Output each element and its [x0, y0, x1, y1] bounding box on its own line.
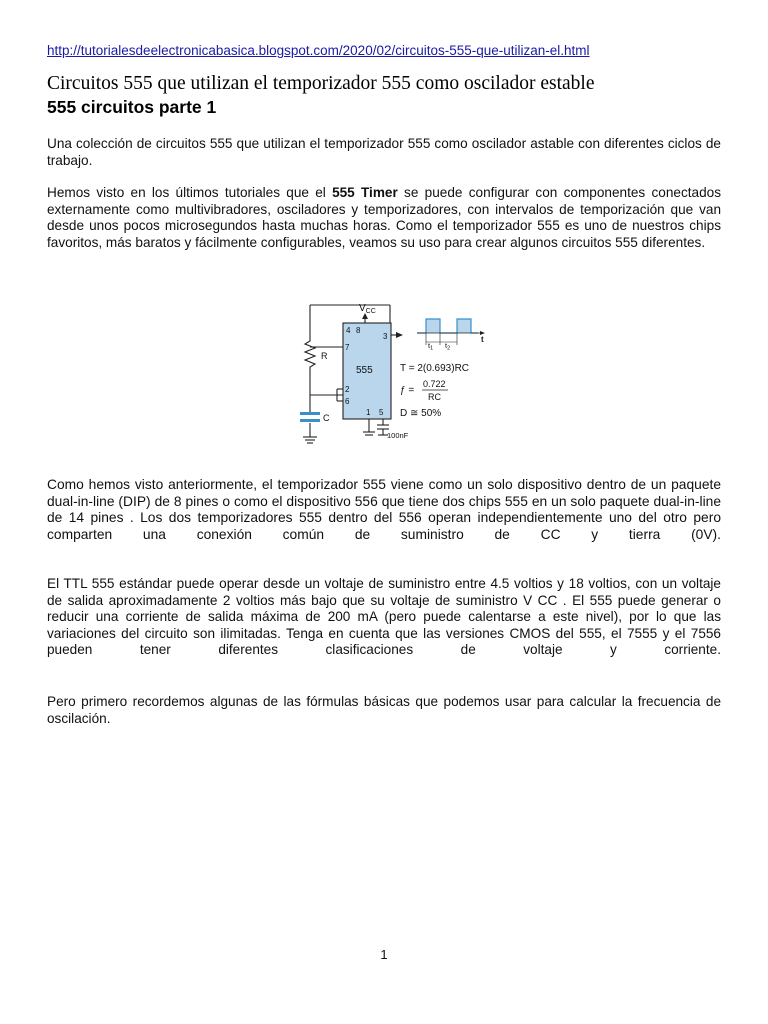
pin-3-label: 3	[383, 332, 388, 341]
paragraph-intro: Una colección de circuitos 555 que utilizan el temporizador 555 como oscilador astable con diferentes ciclos de trabajo.	[47, 136, 721, 168]
capacitor-plate	[300, 412, 320, 415]
formula-frequency-numerator: 0.722	[423, 379, 446, 389]
bold-term-555-timer: 555 Timer	[332, 185, 398, 200]
paragraph-555-timer	[47, 185, 721, 251]
formula-frequency-lhs: ƒ =	[400, 385, 415, 396]
resistor-symbol	[305, 337, 315, 373]
circuit-diagram-555-astable	[295, 295, 495, 450]
time-axis-label: t	[481, 335, 484, 344]
pin-8-label: 8	[356, 326, 361, 335]
t1-label: $t_1$	[428, 341, 434, 352]
paragraph-text: se puede configurar con componentes conectados externamente como multivibradores, osciladores y temporizadores, con intervalos de temporización que van desde unos pocos microsegundos hasta muchas horas. Como el temporizador 555 es uno de nuestros chips favoritos, más baratos y fácilmente configurables, veamos su uso para crear algunos circuitos 555 diferentes.	[47, 185, 721, 250]
source-url-link[interactable]: http://tutorialesdeelectronicabasica.blogspot.com/2020/02/circuitos-555-que-utilizan-el.html	[47, 43, 590, 58]
output-arrow	[396, 332, 403, 338]
ic-555-label: 555	[356, 365, 373, 376]
document-title: Circuitos 555 que utilizan el temporizador 555 como oscilador estable	[47, 73, 595, 94]
resistor-label: R	[321, 351, 328, 361]
pin-7-label: 7	[345, 343, 350, 352]
formula-period: T = 2(0.693)RC	[400, 363, 470, 374]
vcc-label: $V_{CC}$	[359, 303, 376, 315]
document-subtitle: 555 circuitos parte 1	[47, 97, 217, 117]
page-number: 1	[380, 947, 388, 962]
pin-5-label: 5	[379, 408, 384, 417]
pin-2-label: 2	[345, 385, 350, 394]
paragraph-dip-package: Como hemos visto anteriormente, el temporizador 555 viene como un solo dispositivo dentro de un paquete dual-in-line (DIP) de 8 pines o como el dispositivo 556 que tiene dos chips 555 en un solo paquete dual-in-line de 14 pines . Los dos temporizadores 555 dentro del 556 operan independientemente uno del otro pero comparten una conexión común de suministro de CC y tierra (0V).	[47, 477, 721, 542]
pin-4-label: 4	[346, 326, 351, 335]
capacitor-label: C	[323, 413, 330, 423]
formula-frequency-denominator: RC	[428, 392, 441, 402]
t2-label: $t_2$	[445, 341, 451, 352]
paragraph-ttl-555: El TTL 555 estándar puede operar desde un voltaje de suministro entre 4.5 voltios y 18 voltios, con un voltaje de salida aproximadamente 2 voltios más bajo que su voltaje de suministro V CC . El 555 puede generar o reducir una corriente de salida máxima de 200 mA (pero puede calentarse a este nivel), por lo que las variaciones del circuito son ilimitadas. Tenga en cuenta que las versiones CMOS del 555, el 7555 y el 7556 pueden tener diferentes clasificaciones de voltaje y corriente.	[47, 576, 721, 658]
pin-6-label: 6	[345, 397, 350, 406]
paragraph-formulas-intro: Pero primero recordemos algunas de las fórmulas básicas que podemos usar para calcular la frecuencia de oscilación.	[47, 694, 721, 726]
capacitor-plate	[300, 419, 320, 422]
pin-1-label: 1	[366, 408, 371, 417]
capacitor-100nf-label: 100nF	[387, 431, 409, 440]
formula-duty-cycle: D ≅ 50%	[400, 408, 442, 419]
paragraph-text: Hemos visto en los últimos tutoriales que el	[47, 185, 333, 200]
